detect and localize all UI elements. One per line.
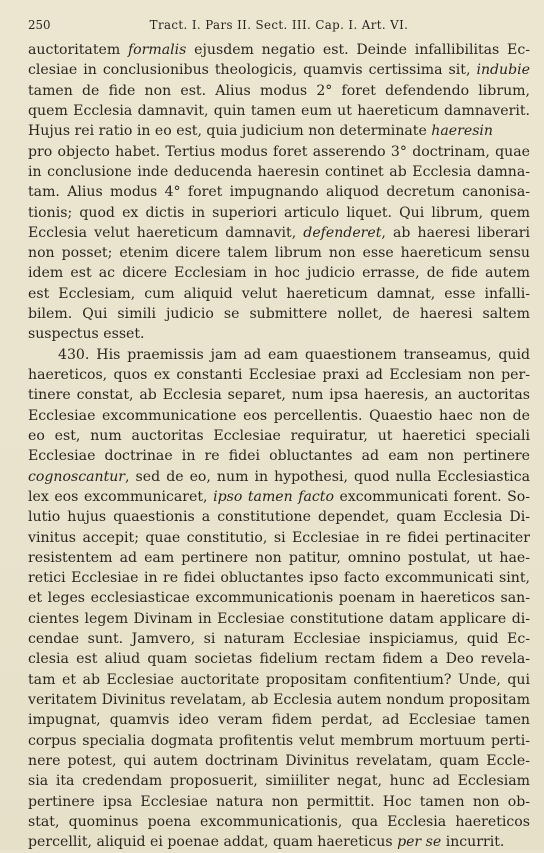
text-segment: cientes legem Divinam in Ecclesiae constitutione datam applicare di-: [28, 610, 530, 627]
text-segment: Ecclesia velut haereticum damnavit,: [28, 224, 304, 241]
italic-phrase: indubie: [476, 62, 530, 79]
text-segment: cendae sunt. Jamvero, si naturam Ecclesiae inspiciamus, quid Ec-: [28, 631, 530, 648]
text-segment: bilem. Qui simili judicio se submittere nollet, de haeresi saltem: [28, 306, 530, 323]
text-segment: est Ecclesiam, cum aliquid velut haereticum damnat, esse infalli-: [28, 285, 530, 302]
text-line: [28, 751, 530, 771]
text-line: [28, 528, 530, 548]
text-segment: eo est, num auctoritas Ecclesiae requiratur, ut haeretici speciali: [28, 427, 530, 444]
text-segment: haereticos, quos ex constanti Ecclesiae praxi ad Ecclesiam non per-: [28, 367, 530, 383]
text-line: [28, 162, 530, 182]
italic-phrase: formalis: [127, 42, 187, 58]
text-segment: retici Ecclesiae in re fidei obluctantes ipso facto excommunicati sint,: [28, 570, 530, 587]
text-segment: idem est ac dicere Ecclesiam in hoc judicio errasse, de fide autem: [28, 265, 530, 282]
text-segment: tionis; quod ex dictis in superiori articulo liquet. Qui librum, quem: [28, 204, 530, 221]
text-line: [28, 771, 530, 791]
text-line: [28, 649, 530, 669]
italic-phrase: cognoscantur: [28, 468, 126, 485]
text-segment: ejusdem negatio est. Deinde infallibilitas Ec-: [186, 42, 530, 58]
text-line: [28, 345, 530, 365]
italic-phrase: ipso tamen facto: [213, 488, 334, 505]
text-segment: pertinere ipsa Ecclesiae natura non permittit. Hoc tamen non ob-: [28, 793, 530, 810]
text-line: [28, 182, 530, 202]
text-segment: tamen de fide non est. Alius modus 2° foret defendendo librum,: [28, 82, 530, 99]
text-line: [28, 812, 530, 832]
text-segment: clesiae in conclusionibus theologicis, quamvis certissima sit,: [28, 62, 477, 79]
text-line: [28, 670, 530, 690]
text-segment: et leges ecclesiasticae excommunicationis poenam in haereticos san-: [28, 590, 530, 607]
text-segment: , sed de eo, num in hypothesi, quod nulla Ecclesiastica: [125, 468, 530, 485]
text-segment: vinitus accepit; quae constitutio, si Ecclesiae in re fidei pertinaciter: [28, 529, 530, 546]
text-segment: lutio hujus quaestionis a constitutione dependet, quam Ecclesia Di-: [28, 509, 530, 526]
text-segment: suspectus esset.: [28, 326, 145, 343]
text-segment: , ab haeresi liberari: [381, 224, 530, 241]
text-line: [28, 487, 530, 507]
text-line: [28, 243, 530, 263]
text-segment: excommunicati forent. So-: [333, 488, 530, 505]
text-segment: tam et ab Ecclesiae auctoritate propositam confitentium? Unde, qui: [28, 671, 530, 688]
text-line: [28, 832, 530, 852]
page-number: 250: [28, 18, 51, 32]
text-segment: Ecclesiae excommunicatione eos percellentis. Quaestio haec non de: [28, 407, 530, 424]
text-line: [28, 284, 530, 304]
italic-phrase: per se: [397, 834, 442, 851]
text-line: [28, 142, 530, 162]
text-line: [28, 731, 530, 751]
text-segment: quem Ecclesia damnavit, quin tamen eum ut haereticum damnaverit.: [28, 102, 530, 119]
text-line: [28, 406, 530, 426]
text-segment: tinere constat, ab Ecclesia separet, num ipsa haeresis, an auctoritas: [28, 387, 530, 404]
text-line: [28, 507, 530, 527]
text-segment: auctoritatem: [28, 42, 128, 58]
text-line: [28, 365, 530, 385]
page-header: [28, 18, 530, 36]
text-segment: tam. Alius modus 4° foret impugnando aliquod decretum canonisa-: [28, 184, 530, 201]
body-text: [28, 40, 530, 853]
text-line: [28, 101, 530, 121]
text-segment: sia ita credendam proposuerit, simiiliter negat, hunc ad Ecclesiam: [28, 773, 530, 790]
text-segment: 430. His praemissis jam ad eam quaestionem transeamus, quid: [58, 346, 530, 363]
text-segment: percellit, aliquid ei poenae addat, quam haereticus: [28, 834, 398, 851]
text-segment: clesia est aliud quam societas fidelium rectam fidem a Deo revela-: [28, 651, 530, 668]
text-segment: nere potest, qui autem doctrinam Divinitus revelatam, quam Eccle-: [28, 752, 530, 769]
text-line: [28, 40, 530, 60]
running-title: Tract. I. Pars II. Sect. III. Cap. I. Art. VI.: [149, 18, 409, 32]
text-line: [28, 203, 530, 223]
text-segment: corpus specialia dogmata profitentis velut membrum mortuum perti-: [28, 732, 530, 749]
italic-phrase: haeresin: [431, 123, 494, 140]
text-segment: non posset; etenim dicere talem librum non esse haereticum sensu: [28, 245, 530, 262]
text-line: [28, 324, 530, 344]
text-line: [28, 385, 530, 405]
text-segment: incurrit.: [441, 834, 505, 851]
text-segment: impugnat, quamvis ideo veram fidem perdat, ad Ecclesiae tamen: [28, 712, 530, 729]
text-line: [28, 609, 530, 629]
text-line: [28, 792, 530, 812]
text-line: [28, 467, 530, 487]
text-line: [28, 446, 530, 466]
text-line: [28, 304, 530, 324]
text-line: [28, 588, 530, 608]
text-line: [28, 426, 530, 446]
text-line: [28, 81, 530, 101]
text-segment: resistentem ad eam pertinere non patitur, omnino postulat, ut hae-: [28, 549, 530, 566]
text-line: [28, 60, 530, 80]
text-segment: lex eos excommunicaret,: [28, 488, 214, 505]
text-segment: Ecclesiae doctrinae in re fidei obluctantes ad eam non pertinere: [28, 448, 530, 465]
text-line: [28, 548, 530, 568]
text-segment: stat, quominus poena excommunicationis, qua Ecclesia haereticos: [28, 813, 530, 830]
text-line: [28, 568, 530, 588]
text-line: [28, 629, 530, 649]
text-segment: Hujus rei ratio in eo est, quia judicium non determinate: [28, 123, 432, 140]
text-line: [28, 263, 530, 283]
italic-phrase: defenderet: [303, 224, 382, 241]
text-segment: pro objecto habet. Tertius modus foret asserendo 3° doctrinam, quae: [28, 143, 530, 160]
text-line: [28, 690, 530, 710]
text-segment: veritatem Divinitus revelatam, ab Ecclesia autem nondum propositam: [28, 692, 530, 708]
text-line: [28, 710, 530, 730]
text-line: [28, 223, 530, 243]
text-segment: in conclusione inde deducenda haeresin continet ab Ecclesia damna-: [28, 163, 530, 180]
text-line: [28, 121, 530, 141]
